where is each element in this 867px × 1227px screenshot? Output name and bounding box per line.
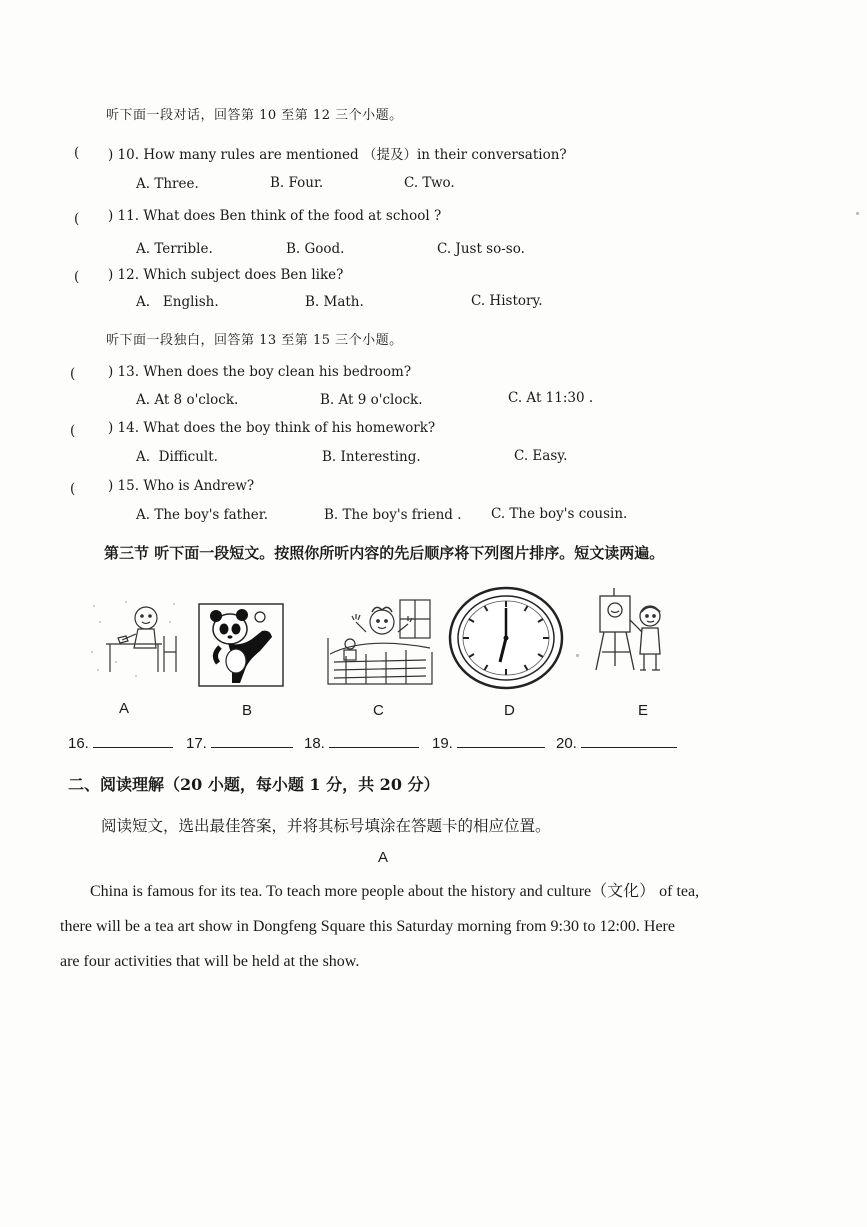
clock-icon bbox=[448, 586, 564, 690]
blank-19-number: 19. bbox=[432, 735, 453, 752]
blank-20-number: 20. bbox=[556, 735, 577, 752]
option-13-b: B. At 9 o'clock. bbox=[320, 392, 423, 408]
option-10-b: B. Four. bbox=[270, 175, 324, 191]
option-10-a: A. Three. bbox=[136, 176, 199, 192]
picture-label-d: D bbox=[504, 702, 515, 719]
answer-paren-13: ( bbox=[70, 366, 76, 382]
picture-a bbox=[86, 592, 182, 682]
picture-label-b: B bbox=[242, 702, 253, 719]
picture-label-e: E bbox=[638, 702, 649, 719]
question-15: ) 15. Who is Andrew? bbox=[108, 478, 255, 494]
question-14: ) 14. What does the boy think of his homework? bbox=[108, 420, 436, 436]
scan-speck bbox=[856, 212, 859, 215]
question-10: ) 10. How many rules are mentioned （提及）in their conversation? bbox=[108, 147, 567, 163]
blank-18 bbox=[304, 733, 419, 752]
section-3-instruction: 第三节 听下面一段短文。按照你所听内容的先后顺序将下列图片排序。短文读两遍。 bbox=[104, 544, 665, 562]
option-13-a: A. At 8 o'clock. bbox=[136, 392, 239, 408]
answer-paren-11: ( bbox=[74, 211, 80, 227]
girl-in-bed-icon bbox=[326, 598, 434, 688]
passage-line-2: there will be a tea art show in Dongfeng Square this Saturday morning from 9:30 to 12:00. Here bbox=[60, 918, 675, 935]
option-12-a: A. English. bbox=[136, 294, 219, 310]
picture-b bbox=[198, 603, 284, 687]
option-12-b: B. Math. bbox=[305, 294, 364, 310]
passage-line-1-text: China is famous for its tea. To teach more people about the history and culture（文化） of tea, bbox=[90, 883, 700, 900]
picture-label-c: C bbox=[373, 702, 384, 719]
option-13-c: C. At 11:30 . bbox=[508, 390, 594, 406]
option-15-b: B. The boy's friend . bbox=[324, 507, 462, 523]
blank-17-number: 17. bbox=[186, 735, 207, 752]
picture-c bbox=[326, 598, 434, 688]
instruction-10-12: 听下面一段对话，回答第 10 至第 12 三个小题。 bbox=[106, 108, 403, 123]
option-14-a: A. Difficult. bbox=[136, 449, 218, 465]
instruction-13-15: 听下面一段独白，回答第 13 至第 15 三个小题。 bbox=[106, 333, 403, 348]
panda-icon bbox=[198, 603, 284, 687]
boy-at-desk-icon bbox=[86, 592, 182, 682]
answer-paren-12: ( bbox=[74, 269, 80, 285]
blank-18-line[interactable] bbox=[329, 733, 419, 748]
answer-paren-14: ( bbox=[70, 423, 76, 439]
option-12-c: C. History. bbox=[471, 293, 543, 309]
option-11-c: C. Just so-so. bbox=[437, 241, 525, 257]
option-15-c: C. The boy's cousin. bbox=[491, 506, 628, 522]
option-14-c: C. Easy. bbox=[514, 448, 568, 464]
blank-17 bbox=[186, 733, 293, 752]
blank-17-line[interactable] bbox=[211, 733, 293, 748]
blank-19-line[interactable] bbox=[457, 733, 545, 748]
picture-d bbox=[448, 586, 564, 690]
option-15-a: A. The boy's father. bbox=[136, 507, 269, 523]
answer-paren-15: ( bbox=[70, 481, 76, 497]
blank-20-line[interactable] bbox=[581, 733, 677, 748]
blank-16-number: 16. bbox=[68, 735, 89, 752]
question-11: ) 11. What does Ben think of the food at school ? bbox=[108, 208, 442, 224]
picture-e bbox=[594, 586, 672, 676]
blank-18-number: 18. bbox=[304, 735, 325, 752]
answer-paren-10: ( bbox=[74, 145, 80, 161]
reading-section-title: 二、阅读理解（20 小题，每小题 1 分，共 20 分） bbox=[68, 775, 440, 794]
blank-16-line[interactable] bbox=[93, 733, 173, 748]
reading-instruction: 阅读短文，选出最佳答案，并将其标号填涂在答题卡的相应位置。 bbox=[101, 817, 551, 835]
option-14-b: B. Interesting. bbox=[322, 449, 421, 465]
blank-19 bbox=[432, 733, 545, 752]
scan-speck bbox=[576, 654, 579, 657]
question-13: ) 13. When does the boy clean his bedroom? bbox=[108, 364, 412, 380]
passage-letter: A bbox=[378, 849, 389, 866]
passage-line-1 bbox=[60, 874, 699, 909]
option-10-c: C. Two. bbox=[404, 175, 455, 191]
passage-line-3: are four activities that will be held at the show. bbox=[60, 953, 360, 970]
option-11-a: A. Terrible. bbox=[136, 241, 213, 257]
question-12: ) 12. Which subject does Ben like? bbox=[108, 267, 344, 283]
blank-16 bbox=[68, 733, 173, 752]
boy-painting-icon bbox=[594, 586, 672, 676]
picture-label-a: A bbox=[119, 700, 130, 717]
blank-20 bbox=[556, 733, 677, 752]
option-11-b: B. Good. bbox=[286, 241, 345, 257]
